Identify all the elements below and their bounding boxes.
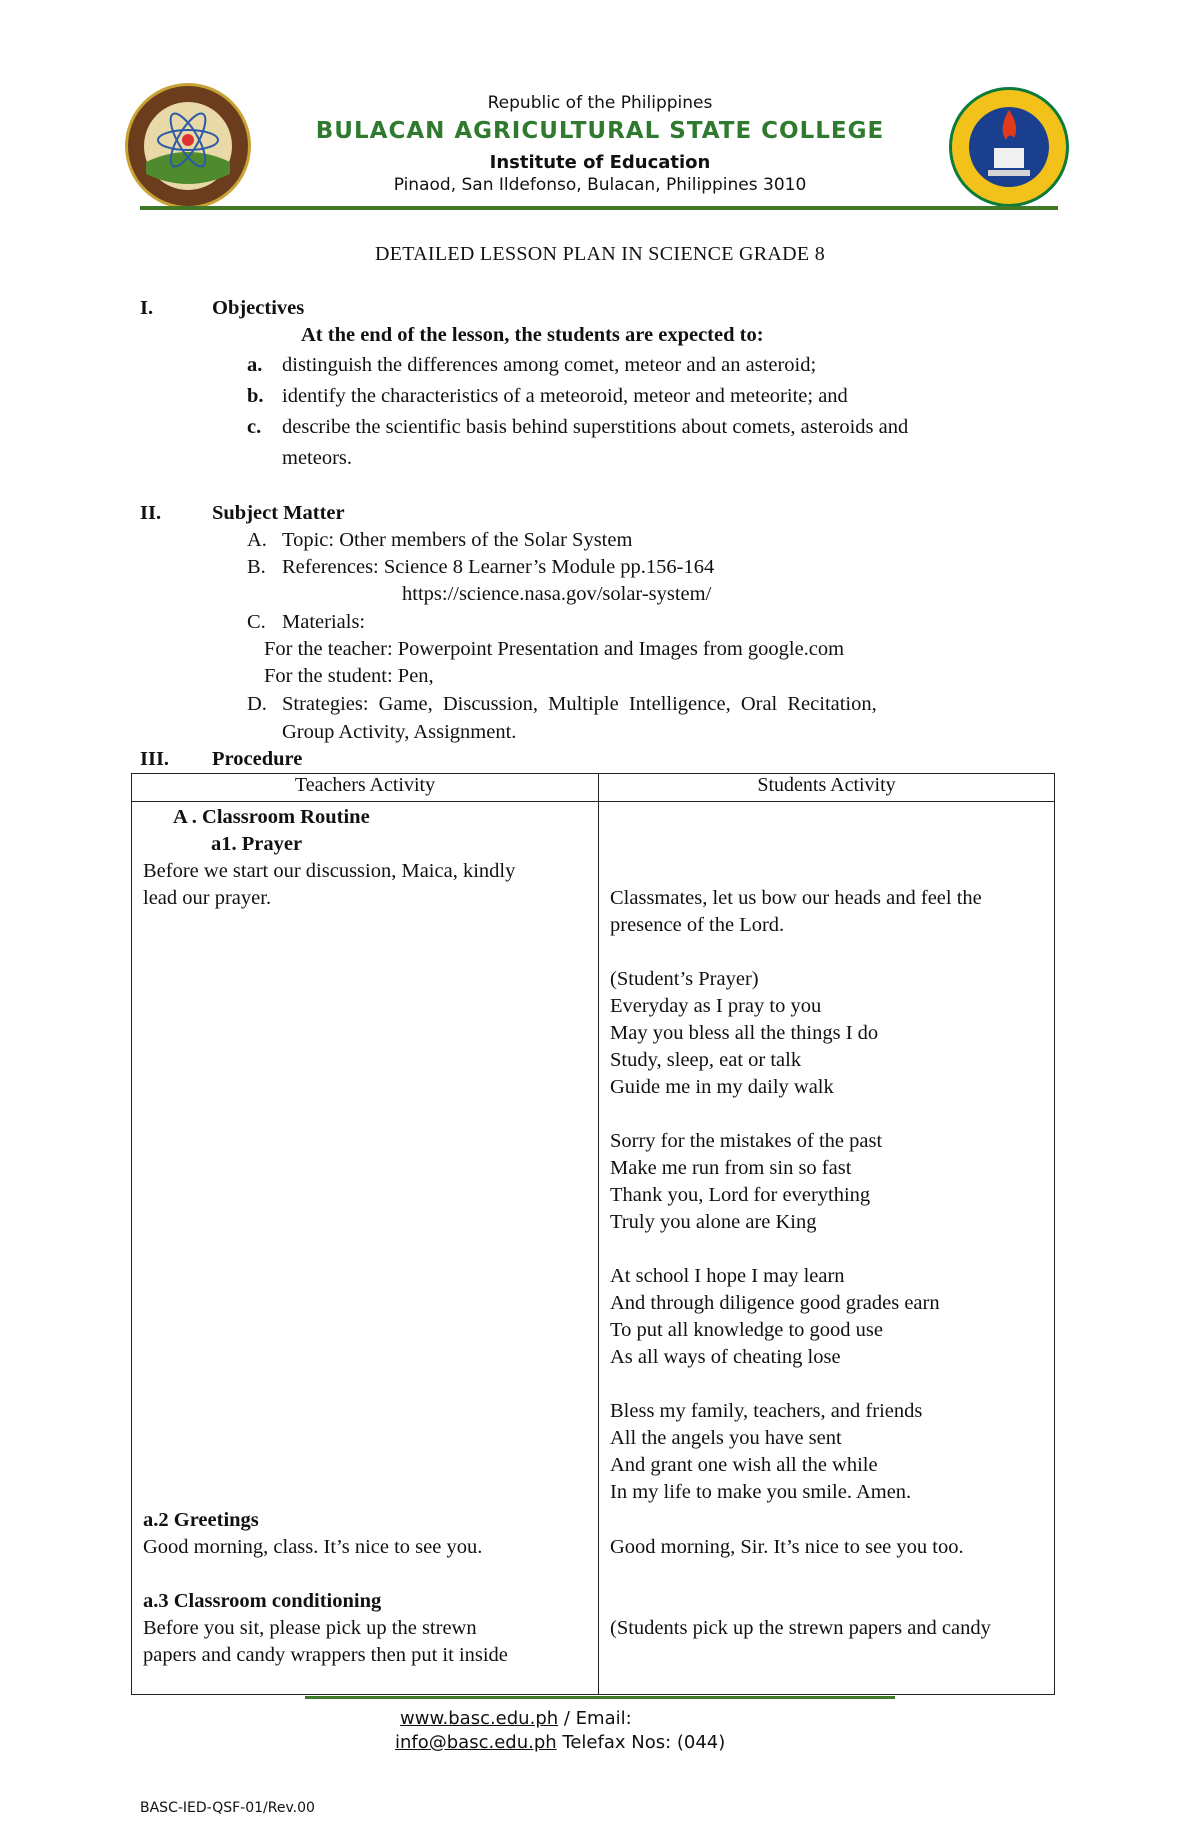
strategies-letter: D. (247, 693, 267, 715)
topic-letter: A. (247, 529, 267, 551)
procedure-heading: Procedure (212, 748, 303, 770)
footer-contact-line-1 (400, 1708, 632, 1729)
header-divider (140, 206, 1058, 210)
form-code: BASC-IED-QSF-01/Rev.00 (140, 1800, 315, 1816)
procedure-number: III. (140, 748, 170, 770)
greetings-text: Good morning, class. It’s nice to see you. (143, 1536, 483, 1558)
student-prayer-line: And through diligence good grades earn (610, 1292, 940, 1314)
objective-letter-b: b. (247, 385, 264, 407)
references-letter: B. (247, 556, 266, 578)
student-prayer-line: Study, sleep, eat or talk (610, 1049, 802, 1071)
conditioning-text-2: papers and candy wrappers then put it inside (143, 1644, 508, 1666)
objective-item-c-cont: meteors. (282, 447, 353, 469)
college-address: Pinaod, San Ildefonso, Bulacan, Philippines 3010 (393, 175, 807, 195)
objective-letter-a: a. (247, 354, 263, 376)
prayer-heading: a1. Prayer (211, 833, 303, 855)
conditioning-reply: (Students pick up the strewn papers and candy (610, 1617, 991, 1639)
conditioning-heading: a.3 Classroom conditioning (143, 1590, 382, 1612)
objective-item-b: identify the characteristics of a meteoroid, meteor and meteorite; and (282, 385, 848, 407)
materials-teacher: For the teacher: Powerpoint Presentation and Images from google.com (264, 638, 845, 660)
student-prayer-line: Classmates, let us bow our heads and feel the (610, 887, 982, 909)
email-label: / Email: (558, 1708, 632, 1729)
student-prayer-line: Make me run from sin so fast (610, 1157, 852, 1179)
page-title: DETAILED LESSON PLAN IN SCIENCE GRADE 8 (374, 243, 826, 265)
col-header-student: Students Activity (599, 774, 1055, 802)
student-prayer-line: May you bless all the things I do (610, 1022, 879, 1044)
student-prayer-line: Guide me in my daily walk (610, 1076, 834, 1098)
objective-letter-c: c. (247, 416, 262, 438)
procedure-table (131, 773, 1055, 1695)
student-prayer-line: At school I hope I may learn (610, 1265, 845, 1287)
republic-line: Republic of the Philippines (487, 93, 713, 113)
footer-divider (305, 1696, 895, 1699)
student-prayer-line: In my life to make you smile. Amen. (610, 1481, 912, 1503)
objective-item-a: distinguish the differences among comet, meteor and an asteroid; (282, 354, 817, 376)
classroom-routine-heading: A . Classroom Routine (173, 806, 370, 828)
greetings-heading: a.2 Greetings (143, 1509, 259, 1531)
objective-item-c: describe the scientific basis behind superstitions about comets, asteroids and (282, 416, 909, 438)
student-activity-cell (599, 802, 1055, 1695)
student-prayer-line: Everyday as I pray to you (610, 995, 822, 1017)
student-prayer-line: presence of the Lord. (610, 914, 785, 936)
student-prayer-line: And grant one wish all the while (610, 1454, 878, 1476)
college-name: BULACAN AGRICULTURAL STATE COLLEGE (315, 118, 885, 144)
greeting-reply: Good morning, Sir. It’s nice to see you too. (610, 1536, 964, 1558)
objectives-intro: At the end of the lesson, the students are expected to: (301, 324, 764, 346)
conditioning-text-1: Before you sit, please pick up the strewn (143, 1617, 477, 1639)
references-text: References: Science 8 Learner’s Module pp.156-164 (282, 556, 715, 578)
prayer-instruction-2: lead our prayer. (143, 887, 272, 909)
strategies-text: Strategies: Game, Discussion, Multiple Intelligence, Oral Recitation, (282, 693, 877, 715)
student-prayer-line: (Student’s Prayer) (610, 968, 759, 990)
subject-matter-number: II. (140, 502, 162, 524)
materials-text: Materials: (282, 611, 366, 633)
student-prayer-line: Thank you, Lord for everything (610, 1184, 871, 1206)
student-prayer-line: As all ways of cheating lose (610, 1346, 841, 1368)
prayer-instruction-1: Before we start our discussion, Maica, kindly (143, 860, 516, 882)
student-prayer-line: All the angels you have sent (610, 1427, 842, 1449)
student-prayer-line: Bless my family, teachers, and friends (610, 1400, 923, 1422)
footer-contact-line-2 (395, 1732, 725, 1753)
telefax-label: Telefax Nos: (044) (556, 1732, 726, 1753)
col-header-teacher: Teachers Activity (132, 774, 599, 802)
student-prayer-line: Truly you alone are King (610, 1211, 817, 1233)
references-url: https://science.nasa.gov/solar-system/ (402, 583, 712, 605)
objectives-heading: Objectives (212, 297, 305, 319)
materials-letter: C. (247, 611, 266, 633)
topic-text: Topic: Other members of the Solar System (282, 529, 633, 551)
email-link[interactable]: info@basc.edu.ph (395, 1732, 557, 1753)
teacher-activity-cell (132, 802, 599, 1695)
subject-matter-heading: Subject Matter (212, 502, 345, 524)
student-prayer-line: To put all knowledge to good use (610, 1319, 883, 1341)
institute-name: Institute of Education (489, 152, 711, 173)
materials-student: For the student: Pen, (264, 665, 434, 687)
strategies-text-cont: Group Activity, Assignment. (282, 721, 517, 743)
objectives-number: I. (140, 297, 154, 319)
website-link[interactable]: www.basc.edu.ph (400, 1708, 559, 1729)
student-prayer-line: Sorry for the mistakes of the past (610, 1130, 883, 1152)
